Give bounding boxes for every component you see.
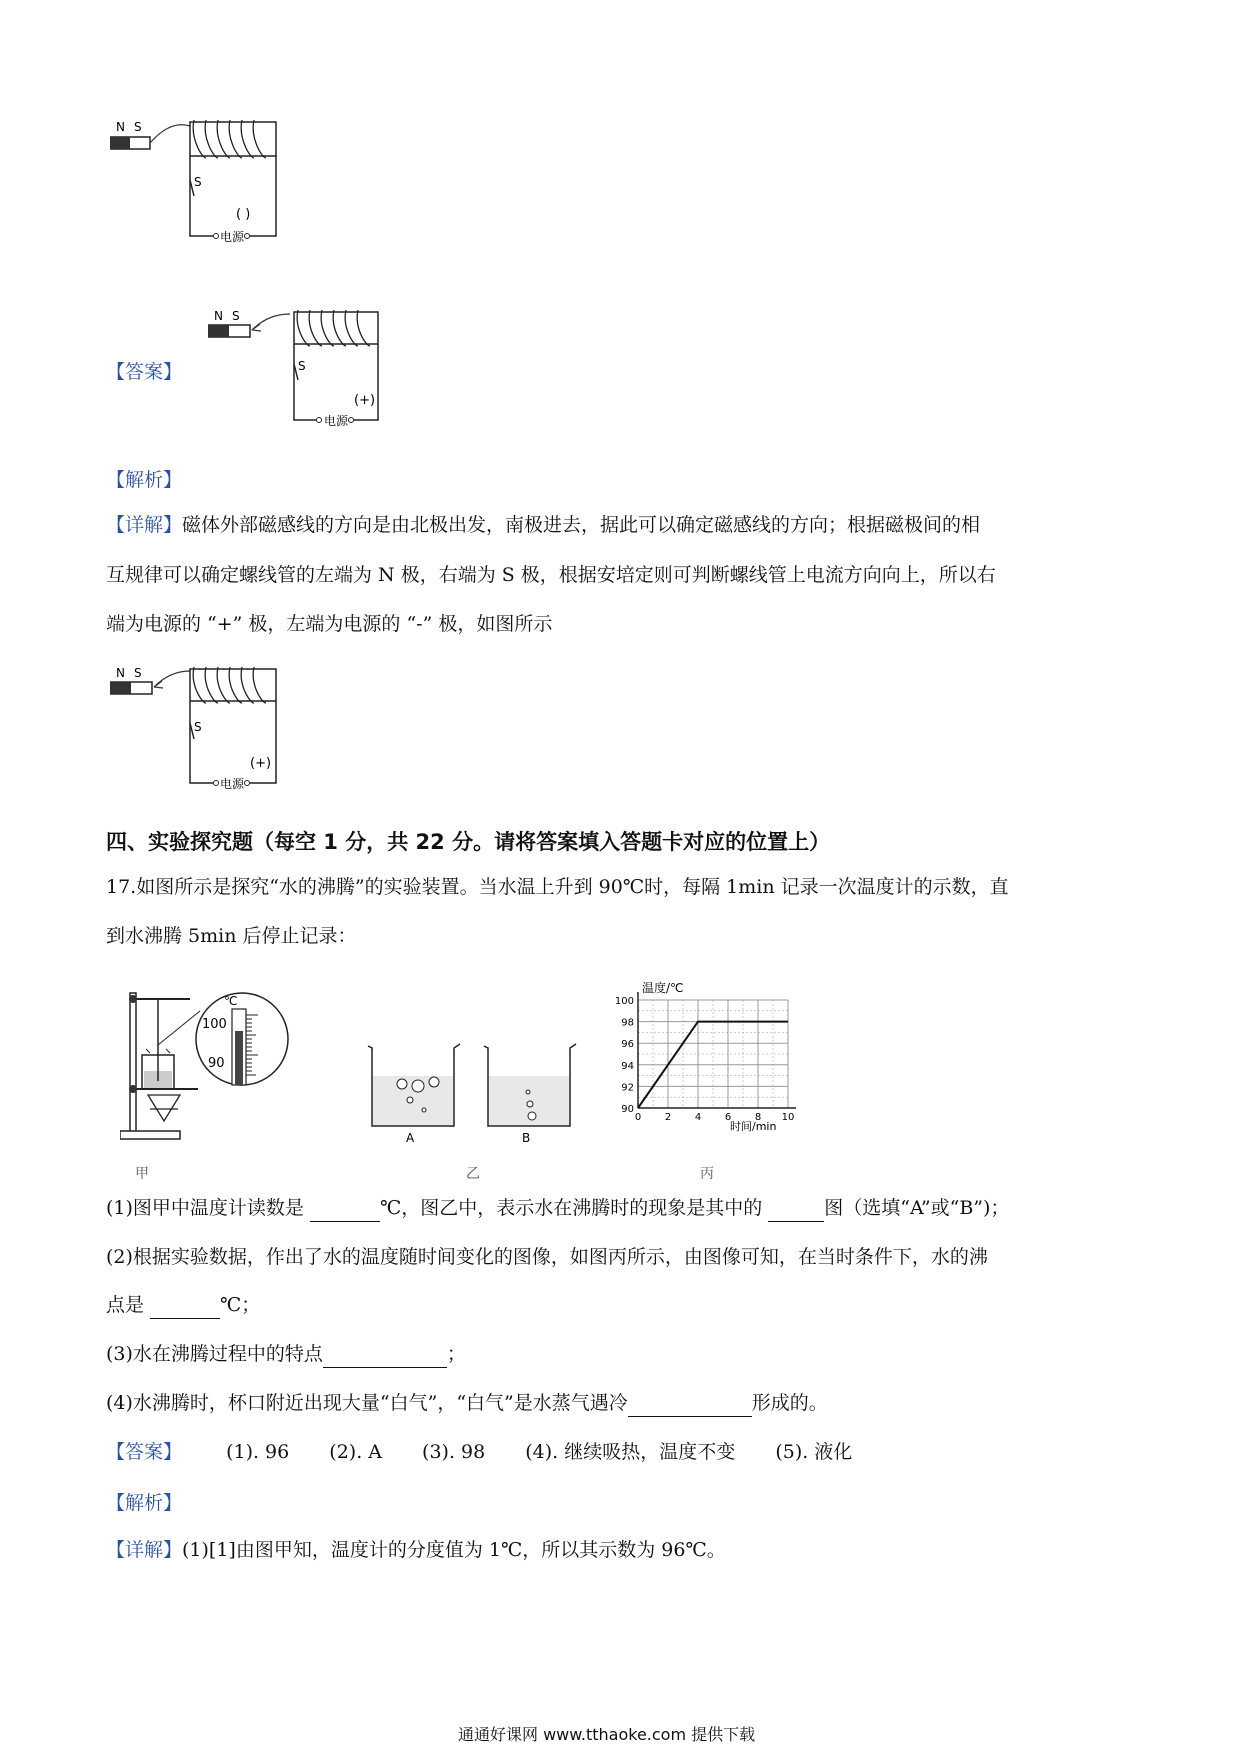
sub-question-1 (106, 1195, 1009, 1222)
magnet-n-label: N (116, 120, 125, 134)
switch-label: S (194, 720, 202, 734)
magnet-s-label: S (134, 120, 142, 134)
thermometer-tick-100: 100 (202, 1017, 227, 1032)
section-heading: 四、实验探究题（每空 1 分，共 22 分。请将答案填入答题卡对应的位置上） (106, 830, 831, 854)
x-tick-label: 0 (634, 1112, 642, 1123)
detail-line-2: 互规律可以确定螺线管的左端为 N 极，右端为 S 极，根据安培定则可判断螺线管上电流方向向上，所以右 (106, 564, 996, 586)
magnet-s-label: S (134, 666, 142, 680)
answer-tag: 【答案】 (106, 1441, 183, 1463)
sub1-text-c: 图（选填“A”或“B”)； (824, 1197, 1010, 1219)
thermometer-tick-90: 90 (208, 1056, 225, 1071)
y-tick-label: 100 (614, 996, 634, 1007)
page-footer: 通通好课网 www.tthaoke.com 提供下载 (458, 1725, 756, 1744)
answer-blank-4[interactable] (323, 1347, 447, 1368)
beaker-b-label: B (522, 1131, 531, 1145)
circuit-figure-detail (110, 665, 310, 795)
thermometer-unit: ℃ (224, 994, 238, 1008)
analysis-tag: 【解析】 (106, 469, 183, 491)
detail-paragraph-2 (106, 1537, 726, 1564)
x-tick-label: 2 (664, 1112, 672, 1123)
x-tick-label: 8 (754, 1112, 762, 1123)
sub1-text-a: (1)图甲中温度计读数是 (106, 1197, 310, 1219)
detail-tag: 【详解】 (106, 1539, 183, 1561)
chart-xlabel: 时间/min (730, 1120, 777, 1133)
analysis-tag: 【解析】 (106, 1492, 183, 1514)
solenoid-core (294, 312, 378, 344)
answer-row (106, 1439, 852, 1466)
detail-tag: 【详解】 (106, 514, 183, 536)
answer-blank-3[interactable] (150, 1298, 220, 1319)
magnet-n-label: N (214, 309, 223, 323)
power-source-label: 电源 (324, 414, 349, 428)
magnet-s-label: S (232, 309, 240, 323)
sub-question-4 (106, 1390, 828, 1417)
answer-2: (2). A (329, 1441, 382, 1463)
figure-yi-beakers (362, 1038, 584, 1148)
magnet-n-label: N (116, 666, 125, 680)
answer-3: (3). 98 (422, 1441, 486, 1463)
sub2-text-b: ℃； (220, 1294, 261, 1316)
answer-tag: 【答案】 (106, 361, 183, 383)
caption-jia: 甲 (135, 1166, 149, 1182)
sub-question-2-line-2 (106, 1292, 260, 1319)
y-tick-label: 92 (621, 1082, 634, 1094)
power-pole-label: (+) (354, 393, 376, 408)
switch-label: S (194, 175, 202, 189)
q17-line-1: 17.如图所示是探究“水的沸腾”的实验装置。当水温上升到 90℃时，每隔 1min 记录一次温度计的示数，直 (106, 876, 1009, 898)
beaker-b (484, 1044, 576, 1126)
switch-label: S (298, 359, 306, 373)
solenoid-core (190, 669, 276, 701)
sub-question-2-line-1: (2)根据实验数据，作出了水的温度随时间变化的图像，如图丙所示，由图像可知，在当时条件下，水的沸 (106, 1246, 988, 1268)
x-tick-label: 4 (694, 1112, 702, 1123)
y-tick-label: 96 (621, 1039, 634, 1051)
answer-blank-5[interactable] (628, 1396, 752, 1417)
sub2-text-a: 点是 (106, 1294, 151, 1316)
answer-5: (5). 液化 (775, 1441, 853, 1463)
power-source-label: 电源 (220, 230, 245, 244)
sub1-text-b: ℃，图乙中，表示水在沸腾时的现象是其中的 (379, 1197, 769, 1219)
x-tick-label: 6 (724, 1112, 732, 1123)
beaker-a (368, 1044, 460, 1126)
answer-blank-2[interactable] (768, 1201, 824, 1222)
answer-1: (1). 96 (226, 1441, 290, 1463)
circuit-figure-answer (208, 308, 408, 438)
figure-jia-apparatus (120, 985, 320, 1175)
sub-question-3 (106, 1341, 466, 1368)
q17-line-2: 到水沸腾 5min 后停止记录： (106, 925, 357, 947)
chart-ylabel: 温度/℃ (642, 981, 684, 995)
circuit-figure-question (110, 118, 310, 278)
sub3-text-a: (3)水在沸腾过程中的特点 (106, 1343, 323, 1365)
sub4-text-a: (4)水沸腾时，杯口附近出现大量“白气”，“白气”是水蒸气遇冷 (106, 1392, 628, 1414)
figure-bing-chart (600, 980, 820, 1150)
solenoid-core (190, 122, 276, 156)
detail-line-1: 磁体外部磁感线的方向是由北极出发，南极进去，据此可以确定磁感线的方向；根据磁极间的相 (182, 514, 981, 536)
caption-yi: 乙 (466, 1166, 480, 1182)
y-tick-label: 94 (621, 1060, 634, 1072)
x-tick-label: 10 (781, 1112, 795, 1123)
detail-line-3: 端为电源的 “+” 极，左端为电源的 “-” 极，如图所示 (106, 613, 553, 635)
beaker-a-label: A (406, 1131, 415, 1145)
detail-paragraph-1 (106, 512, 980, 539)
sub3-text-b: ； (446, 1343, 466, 1365)
power-pole-label: (+) (250, 756, 272, 771)
power-source-label: 电源 (220, 777, 245, 791)
answer-blank-1[interactable] (310, 1201, 380, 1222)
caption-bing: 丙 (700, 1166, 714, 1182)
answer-4: (4). 继续吸热，温度不变 (525, 1441, 736, 1463)
y-tick-label: 98 (621, 1017, 634, 1029)
detail-text: (1)[1]由图甲知，温度计的分度值为 1℃，所以其示数为 96℃。 (182, 1539, 726, 1561)
sub4-text-b: 形成的。 (751, 1392, 828, 1414)
y-tick-label: 90 (621, 1104, 634, 1115)
power-pole-blank: ( ) (236, 207, 251, 222)
